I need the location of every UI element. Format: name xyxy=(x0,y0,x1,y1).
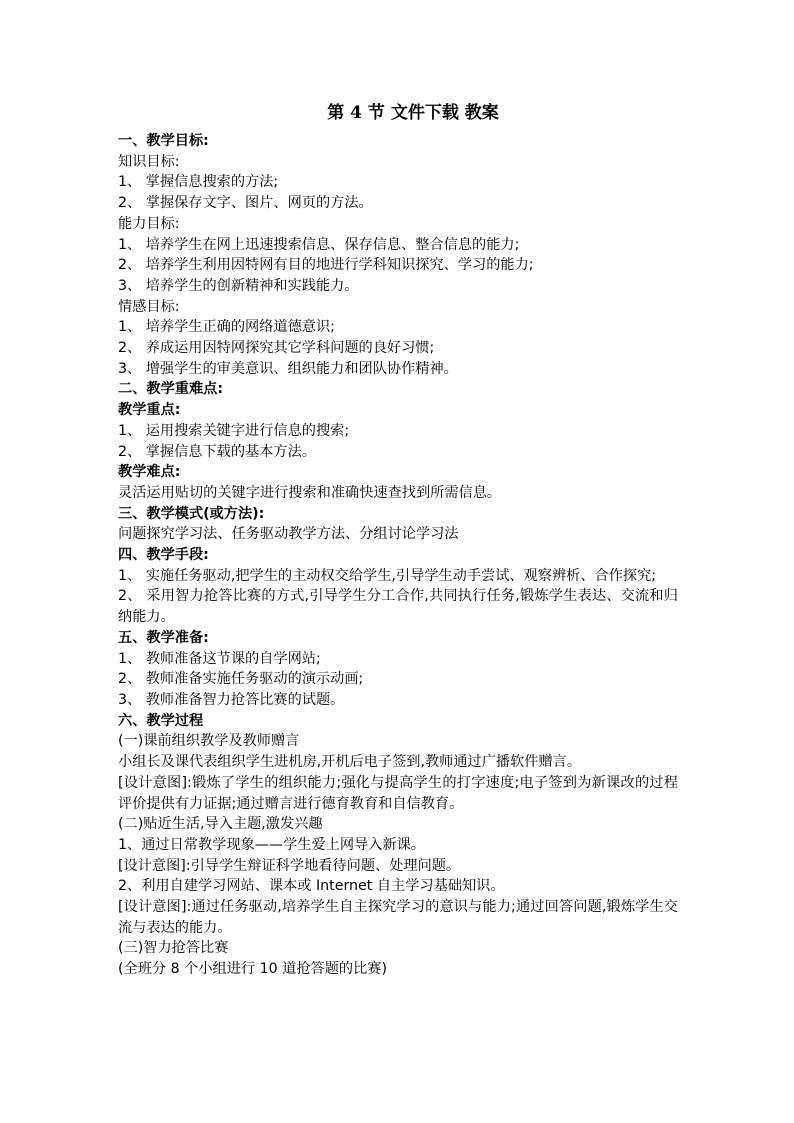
paragraph-line: 小组长及课代表组织学生进机房,开机后电子签到,教师通过广播软件赠言。 xyxy=(118,754,582,771)
section-heading: 教学难点: xyxy=(118,464,181,481)
section-heading: 五、教学准备: xyxy=(118,629,209,646)
section-heading: 一、教学目标: xyxy=(118,133,209,149)
paragraph-line: [设计意图]:通过任务驱动,培养学生自主探究学习的意识与能力;通过回答问题,锻炼学生交流与表达的能力。 xyxy=(118,899,678,936)
paragraph-line: [设计意图]:引导学生辩证科学地看待问题、处理问题。 xyxy=(118,857,461,874)
section-heading: 三、教学模式(或方法): xyxy=(118,505,265,522)
paragraph-line: 情感目标: xyxy=(118,298,180,315)
section-heading: 四、教学手段: xyxy=(118,547,209,564)
paragraph-line: 2、 教师准备实施任务驱动的演示动画; xyxy=(118,671,364,688)
paragraph-line: 1、 教师准备这节课的自学网站; xyxy=(118,650,321,667)
paragraph-line: (三)智力抢答比赛 xyxy=(118,940,229,957)
page-title: 第 4 节 文件下载 教案 xyxy=(327,103,499,123)
paragraph-line: 1、 掌握信息搜索的方法; xyxy=(118,174,279,191)
paragraph-line: 能力目标: xyxy=(118,215,180,232)
paragraph-line: 1、 运用搜索关键字进行信息的搜索; xyxy=(118,422,350,439)
paragraph-line: 3、 培养学生的创新精神和实践能力。 xyxy=(118,277,359,294)
paragraph-line: 2、利用自建学习网站、课本或 Internet 自主学习基础知识。 xyxy=(118,878,505,895)
paragraph-line: (全班分 8 个小组进行 10 道抢答题的比赛) xyxy=(118,961,388,978)
paragraph-line: 问题探究学习法、任务驱动教学方法、分组讨论学习法 xyxy=(118,526,459,543)
paragraph-line: 3、 教师准备智力抢答比赛的试题。 xyxy=(118,691,345,708)
paragraph-line: 1、 培养学生在网上迅速搜索信息、保存信息、整合信息的能力; xyxy=(118,236,520,253)
paragraph-line: 1、 实施任务驱动,把学生的主动权交给学生,引导学生动手尝试、观察辨析、合作探究; xyxy=(118,567,657,584)
paragraph-line: 1、通过日常教学现象——学生爱上网导入新课。 xyxy=(118,836,425,853)
paragraph-line: (一)课前组织教学及教师赠言 xyxy=(118,733,300,750)
paragraph-line: 2、 掌握保存文字、图片、网页的方法。 xyxy=(118,195,373,212)
paragraph-line: 2、 养成运用因特网探究其它学科问题的良好习惯; xyxy=(118,340,435,357)
paragraph-line: 2、 掌握信息下载的基本方法。 xyxy=(118,443,316,460)
section-heading: 六、教学过程 xyxy=(118,712,204,729)
section-heading: 二、教学重难点: xyxy=(118,381,223,398)
paragraph-line: [设计意图]:锻炼了学生的组织能力;强化与提高学生的打字速度;电子签到为新课改的过程评价提供有力证据;通过赠言进行德育教育和自信教育。 xyxy=(118,774,678,812)
document-body xyxy=(118,131,678,980)
section-heading: 教学重点: xyxy=(118,402,181,419)
paragraph-line: 1、 培养学生正确的网络道德意识; xyxy=(118,319,335,336)
paragraph-line: 灵活运用贴切的关键字进行搜索和准确快速查找到所需信息。 xyxy=(118,484,502,501)
paragraph-line: (二)贴近生活,导入主题,激发兴趣 xyxy=(118,816,323,833)
document-page xyxy=(118,102,678,980)
paragraph-line: 2、 采用智力抢答比赛的方式,引导学生分工合作,共同执行任务,锻炼学生表达、交流和归纳能力。 xyxy=(118,588,678,626)
paragraph-line: 3、 增强学生的审美意识、组织能力和团队协作精神。 xyxy=(118,360,458,377)
paragraph-line: 知识目标: xyxy=(118,153,180,170)
paragraph-line: 2、 培养学生利用因特网有目的地进行学科知识探究、学习的能力; xyxy=(118,257,534,274)
